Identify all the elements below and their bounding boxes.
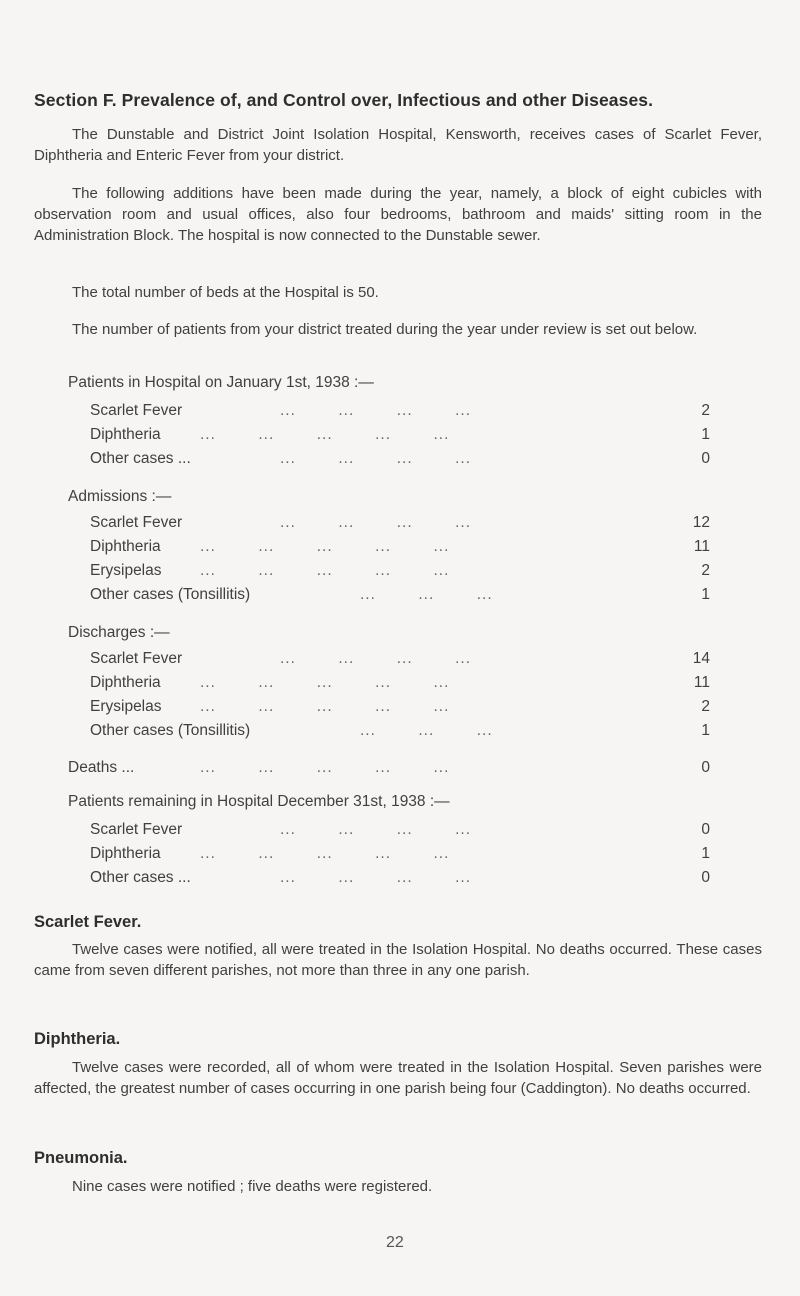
- row-value: 1: [701, 722, 710, 739]
- row-value: 1: [701, 586, 710, 603]
- leader-dots: ... ... ... ... ...: [200, 845, 450, 862]
- leader-dots: ... ... ...: [360, 722, 493, 739]
- pneumonia-text: Nine cases were notified ; five deaths were registered.: [72, 1178, 433, 1195]
- scarlet-fever-heading: Scarlet Fever.: [34, 913, 142, 931]
- remaining-heading: Patients remaining in Hospital December 31st, 1938 :—: [68, 793, 450, 810]
- table-row: [90, 450, 710, 474]
- paragraph-additions: The following additions have been made during the year, namely, a block of eight cubicles with observation room and usual offices, also four bedrooms, bathroom and maids' sitting room in the Administration Block. The hospital is now connected to the Dunstable sewer.: [34, 185, 762, 244]
- table-row: [90, 722, 710, 746]
- row-label: Other cases (Tonsillitis): [90, 586, 251, 603]
- table-row-deaths: [68, 759, 710, 783]
- table-row: [90, 514, 710, 538]
- row-label: Scarlet Fever: [90, 514, 183, 531]
- table-row: [90, 586, 710, 610]
- row-value: 0: [701, 450, 710, 467]
- leader-dots: ... ... ... ... ...: [200, 538, 450, 555]
- row-label: Deaths ...: [68, 759, 135, 776]
- row-value: 0: [701, 821, 710, 838]
- discharges-heading: Discharges :—: [68, 624, 170, 641]
- leader-dots: ... ... ... ...: [280, 869, 472, 886]
- leader-dots: ... ... ... ...: [280, 514, 472, 531]
- leader-dots: ... ... ... ...: [280, 650, 472, 667]
- row-value: 0: [701, 869, 710, 886]
- table-row: [90, 402, 710, 426]
- row-value: 14: [692, 650, 710, 667]
- row-label: Diphtheria: [90, 845, 161, 862]
- table-row: [90, 869, 710, 893]
- leader-dots: ... ... ... ... ...: [200, 426, 450, 443]
- table-row: [90, 845, 710, 869]
- row-label: Scarlet Fever: [90, 402, 183, 419]
- row-label: Scarlet Fever: [90, 650, 183, 667]
- diphtheria-text: Twelve cases were recorded, all of whom were treated in the Isolation Hospital. Seven parishes were affected, the greatest number of cases occurring in one parish being four (Caddington). No deaths occurred.: [34, 1059, 762, 1097]
- table-row: [90, 821, 710, 845]
- leader-dots: ... ... ... ...: [280, 402, 472, 419]
- row-value: 1: [701, 845, 710, 862]
- table-row: [90, 674, 710, 698]
- row-label: Diphtheria: [90, 538, 161, 555]
- row-label: Other cases ...: [90, 450, 191, 467]
- diphtheria-heading: Diphtheria.: [34, 1030, 121, 1048]
- page-number: 22: [386, 1234, 404, 1251]
- row-label: Diphtheria: [90, 674, 161, 691]
- table-row: [90, 698, 710, 722]
- row-label: Erysipelas: [90, 698, 162, 715]
- admissions-heading: Admissions :—: [68, 488, 172, 505]
- row-label: Other cases ...: [90, 869, 191, 886]
- paragraph-hospital: The Dunstable and District Joint Isolation Hospital, Kensworth, receives cases of Scarlet Fever, Diphtheria and Enteric Fever from your district.: [34, 126, 762, 164]
- row-value: 2: [701, 402, 710, 419]
- table-row: [90, 426, 710, 450]
- row-label: Diphtheria: [90, 426, 161, 443]
- row-value: 11: [693, 674, 710, 691]
- leader-dots: ... ... ... ... ...: [200, 759, 450, 776]
- table-row: [90, 562, 710, 586]
- row-label: Scarlet Fever: [90, 821, 183, 838]
- row-label: Erysipelas: [90, 562, 162, 579]
- row-value: 2: [701, 562, 710, 579]
- row-value: 1: [701, 426, 710, 443]
- scarlet-fever-text: Twelve cases were notified, all were treated in the Isolation Hospital. No deaths occurred. These cases came from seven different parishes, not more than three in any one parish.: [34, 941, 762, 979]
- leader-dots: ... ... ... ...: [280, 821, 472, 838]
- table-row: [90, 650, 710, 674]
- row-label: Other cases (Tonsillitis): [90, 722, 251, 739]
- pneumonia-heading: Pneumonia.: [34, 1149, 128, 1167]
- leader-dots: ... ... ... ... ...: [200, 674, 450, 691]
- leader-dots: ... ... ... ...: [280, 450, 472, 467]
- leader-dots: ... ... ...: [360, 586, 493, 603]
- leader-dots: ... ... ... ... ...: [200, 562, 450, 579]
- in-hospital-heading: Patients in Hospital on January 1st, 1938 :—: [68, 374, 374, 391]
- leader-dots: ... ... ... ... ...: [200, 698, 450, 715]
- paragraph-beds: The total number of beds at the Hospital is 50.: [72, 284, 379, 301]
- section-title: Section F. Prevalence of, and Control over, Infectious and other Diseases.: [34, 90, 654, 110]
- paragraph-patients: The number of patients from your district treated during the year under review is set out below.: [72, 321, 698, 338]
- table-row: [90, 538, 710, 562]
- row-value: 11: [693, 538, 710, 555]
- row-value: 12: [692, 514, 710, 531]
- row-value: 2: [701, 698, 710, 715]
- row-value: 0: [701, 759, 710, 776]
